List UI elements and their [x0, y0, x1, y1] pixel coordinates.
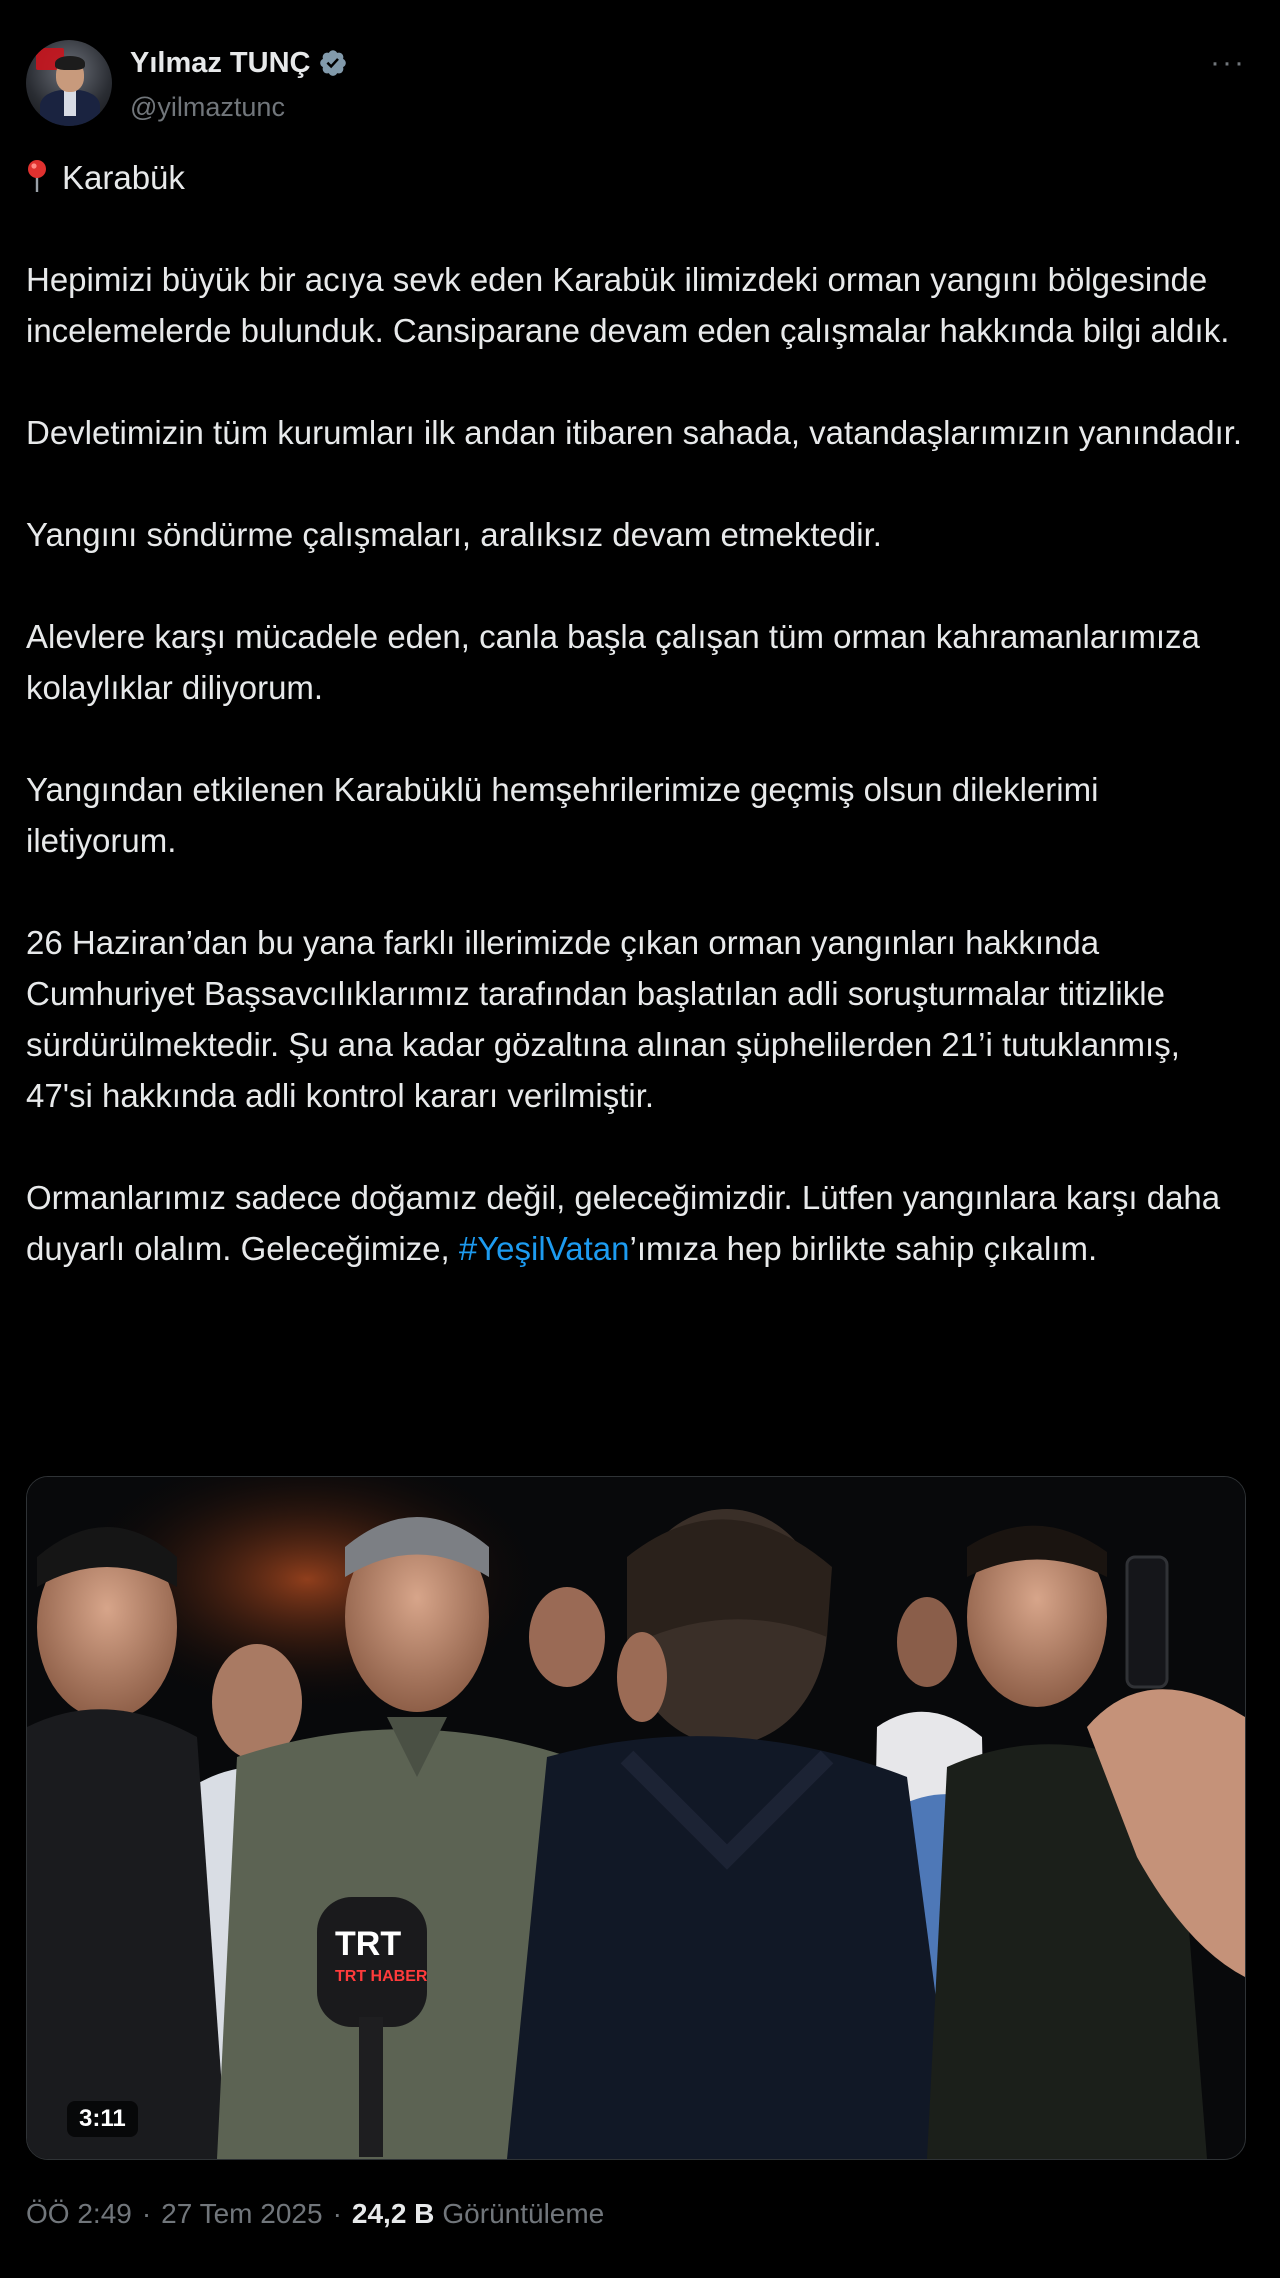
location-text: Karabük	[62, 159, 185, 196]
video-thumbnail	[27, 1477, 1245, 2159]
views-label: Görüntüleme	[442, 2198, 605, 2229]
meta-separator: ·	[141, 2198, 152, 2229]
tweet-paragraph-7-end: ’ımıza hep birlikte sahip çıkalım.	[629, 1230, 1098, 1267]
author-handle[interactable]: @yilmaztunc	[130, 92, 285, 122]
tweet-time[interactable]: ÖÖ 2:49	[26, 2198, 132, 2229]
tweet-paragraph-2: Devletimizin tüm kurumları ilk andan itibaren sahada, vatandaşlarımızın yanındadır.	[26, 414, 1243, 451]
round-pushpin-icon	[26, 156, 48, 190]
video-duration: 3:11	[67, 2101, 138, 2137]
views-count[interactable]: 24,2 B	[351, 2198, 435, 2229]
tweet-paragraph-1: Hepimizi büyük bir acıya sevk eden Karabük ilimizdeki orman yangını bölgesinde incelemelerde bulunduk. Cansiparane devam eden çalışmalar hakkında bilgi aldık.	[26, 261, 1230, 349]
svg-text:TRT HABER: TRT HABER	[335, 1968, 428, 1985]
more-options-icon[interactable]: ···	[1210, 46, 1246, 79]
location-line	[26, 152, 1254, 203]
meta-separator-2: ·	[332, 2198, 342, 2229]
author-avatar[interactable]	[26, 40, 112, 126]
author-name-row	[130, 46, 348, 80]
tweet-paragraph-5: Yangından etkilenen Karabüklü hemşehrilerimize geçmiş olsun dileklerimi iletiyorum.	[26, 771, 1099, 859]
tweet-paragraph-7-start: Ormanlarımız sadece doğamız değil, geleceğimizdir. Lütfen yangınlara karşı daha duyarlı olalım. Geleceğimize,	[26, 1179, 1221, 1267]
tweet-paragraph-7	[26, 1172, 1254, 1274]
tweet-text	[26, 152, 1254, 1274]
verified-badge-icon	[318, 48, 348, 78]
svg-text:TRT: TRT	[335, 1925, 402, 1963]
tweet-paragraph-6: 26 Haziran’dan bu yana farklı illerimizde çıkan orman yangınları hakkında Cumhuriyet Başsavcılıklarımız tarafından başlatılan adli soruşturmalar titizlikle sürdürülmektedir. Şu ana kadar gözaltına alınan şüphelilerden 21’i tutuklanmış, 47'si hakkında adli kontrol kararı verilmiştir.	[26, 924, 1180, 1114]
tweet-header	[26, 40, 1254, 130]
tweet-date[interactable]: 27 Tem 2025	[161, 2198, 323, 2229]
video-player[interactable]	[26, 1476, 1246, 2160]
tweet-paragraph-4: Alevlere karşı mücadele eden, canla başla çalışan tüm orman kahramanlarımıza kolaylıklar diliyorum.	[26, 618, 1200, 706]
tweet-paragraph-3: Yangını söndürme çalışmaları, aralıksız devam etmektedir.	[26, 516, 882, 553]
author-display-name[interactable]: Yılmaz TUNÇ	[130, 46, 311, 79]
hashtag-link[interactable]: #YeşilVatan	[458, 1230, 630, 1267]
tweet-meta	[26, 2198, 604, 2230]
